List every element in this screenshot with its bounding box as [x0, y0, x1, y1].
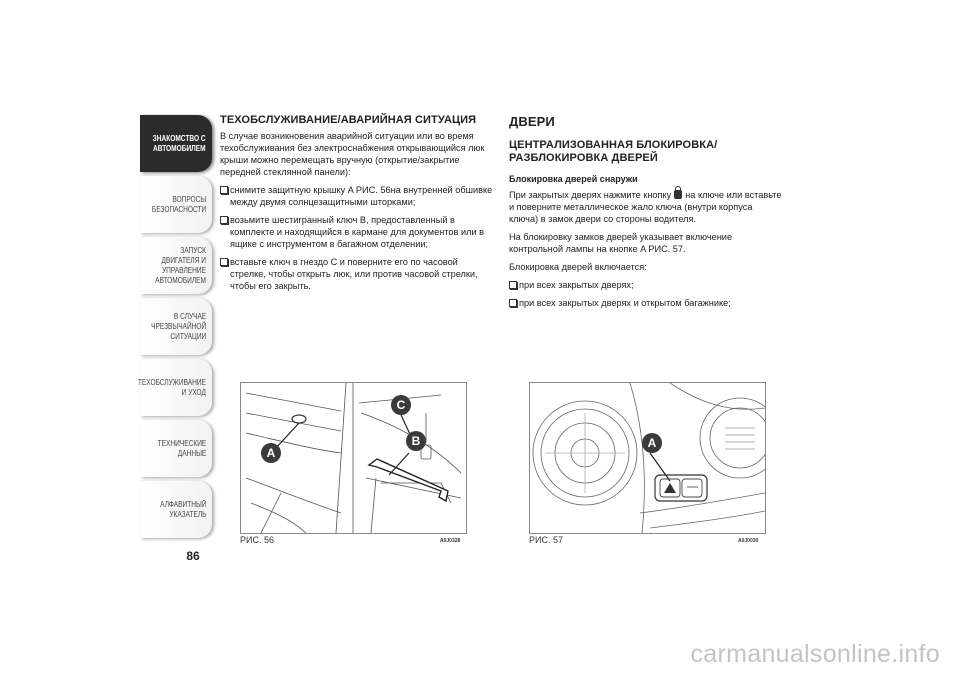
figure-caption: РИС. 56 — [240, 535, 274, 545]
list-item: при всех закрытых дверях; — [509, 279, 784, 291]
subheading: ЦЕНТРАЛИЗОВАННАЯ БЛОКИРОВКА/ РАЗБЛОКИРОВКА ДВЕРЕЙ — [509, 139, 718, 164]
page-title: ДВЕРИ — [509, 114, 555, 129]
tab-label: ВОПРОСЫ БЕЗОПАСНОСТИ — [151, 194, 206, 214]
tab-label: В СЛУЧАЕ ЧРЕЗВЫЧАЙНОЙ СИТУАЦИИ — [150, 311, 206, 341]
tab-label: АЛФАВИТНЫЙ УКАЗАТЕЛЬ — [159, 499, 206, 519]
tab-safety[interactable] — [140, 176, 212, 233]
lock-icon — [674, 190, 682, 199]
paragraph-text: на ключе или вставьте и поверните металлическое жало ключа (внутри корпуса ключа) в замок двери со стороны водителя. — [509, 190, 782, 224]
section-heading: ТЕХОБСЛУЖИВАНИЕ/АВАРИЙНАЯ СИТУАЦИЯ — [220, 114, 477, 126]
doors-section — [509, 114, 784, 315]
figure-code: A0J0030 — [738, 538, 759, 544]
paragraph-text: При закрытых дверях нажмите кнопку — [509, 190, 672, 200]
maintenance-section — [220, 114, 495, 298]
tab-label: ТЕХНИЧЕСКИЕ ДАННЫЕ — [157, 438, 206, 458]
tab-label: ЗНАКОМСТВО С АВТОМОБИЛЕМ — [153, 133, 206, 153]
list-item: снимите защитную крышку A РИС. 56на внутренней обшивке между двумя солнцезащитными шторками; — [220, 184, 495, 208]
dashboard-button-illustration — [530, 383, 765, 533]
callout-a: A — [642, 433, 662, 453]
chapter-tabs — [137, 115, 212, 542]
callout-c: C — [391, 395, 411, 415]
tab-emergency[interactable] — [140, 298, 212, 355]
figure-caption: РИС. 57 — [529, 535, 563, 545]
tab-technical-data[interactable] — [140, 420, 212, 477]
paragraph — [509, 189, 784, 225]
paragraph: На блокировку замков дверей указывает включение контрольной лампы на кнопке A РИС. 57. — [509, 232, 733, 254]
figure-56 — [240, 382, 467, 534]
page-number: 86 — [186, 549, 200, 563]
watermark: carmanualsonline.info — [690, 640, 940, 668]
intro-paragraph: В случае возникновения аварийной ситуации или во время техобслуживания без электроснабжения открывающийся люк крыши можно перемещать вручную (открытие/закрытие передней стеклянной панели): — [220, 131, 485, 177]
callout-a: A — [261, 443, 281, 463]
list-item: возьмите шестигранный ключ B, предоставленный в комплекте и находящийся в кармане для документов или в ящике с инструментом в багажном отделении; — [220, 214, 495, 250]
paragraph: Блокировка дверей включается: — [509, 262, 647, 272]
figure-57 — [529, 382, 766, 534]
list-item: при всех закрытых дверях и открытом багажнике; — [509, 297, 784, 309]
tab-label: ТЕХОБСЛУЖИВАНИЕ И УХОД — [137, 377, 206, 397]
callout-b: B — [406, 431, 426, 451]
figure-code: A0J0328 — [440, 538, 461, 544]
tab-maintenance[interactable] — [137, 359, 212, 416]
tab-starting-driving[interactable] — [140, 237, 212, 294]
tab-introduction[interactable] — [140, 115, 212, 172]
list-item: вставьте ключ в гнездо C и поверните его по часовой стрелке, чтобы открыть люк, или против часовой стрелки, чтобы его закрыть. — [220, 256, 495, 292]
tab-index[interactable] — [140, 481, 212, 538]
tab-label: ЗАПУСК ДВИГАТЕЛЯ И УПРАВЛЕНИЕ АВТОМОБИЛЕМ — [155, 245, 206, 285]
section-title: Блокировка дверей снаружи — [509, 174, 638, 184]
